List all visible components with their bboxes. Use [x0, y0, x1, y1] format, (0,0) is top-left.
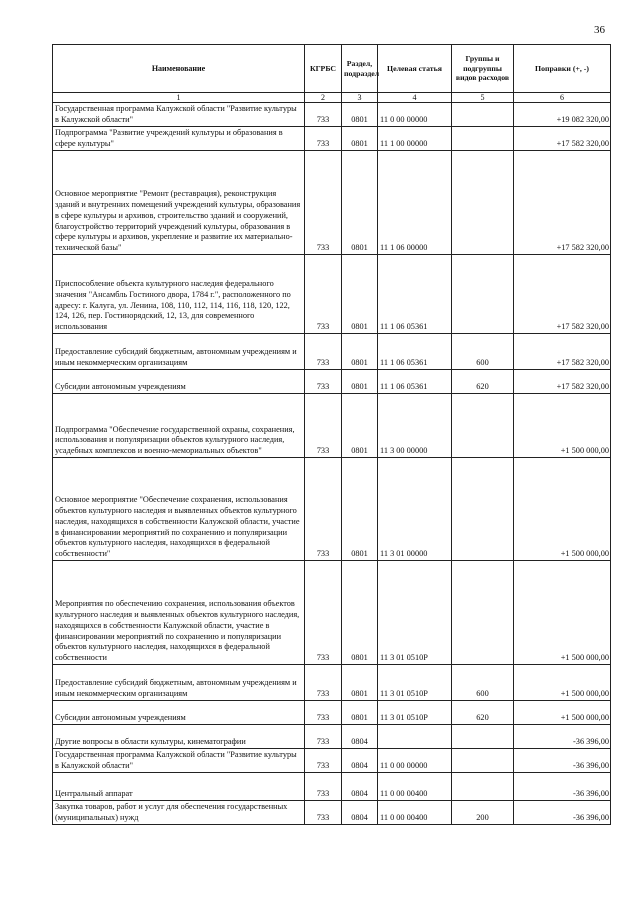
row-amount: +17 582 320,00 — [514, 370, 611, 394]
table-row — [53, 394, 611, 458]
row-target: 11 0 00 00400 — [378, 801, 452, 825]
row-target: 11 1 00 00000 — [378, 127, 452, 151]
row-name: Приспособление объекта культурного наследия федерального значения "Ансамбль Гостиного двора, 1784 г.", расположенного по адресу: г. Калуга, ул. Ленина, 108, 110, 112, 114, 116, 118, 120, 122, 124, 126, пер. Гостинорядский, 12, 13, для современного использования — [53, 255, 305, 334]
row-section: 0801 — [342, 370, 378, 394]
row-amount: +17 582 320,00 — [514, 255, 611, 334]
row-section: 0801 — [342, 103, 378, 127]
row-name: Государственная программа Калужской области "Развитие культуры в Калужской области" — [53, 103, 305, 127]
table-row — [53, 255, 611, 334]
row-amount: +1 500 000,00 — [514, 701, 611, 725]
row-group: 600 — [452, 665, 514, 701]
row-name: Предоставление субсидий бюджетным, автономным учреждениям и иным некоммерческим организациям — [53, 334, 305, 370]
row-kgrbs: 733 — [305, 127, 342, 151]
row-section: 0801 — [342, 665, 378, 701]
row-target: 11 1 06 05361 — [378, 255, 452, 334]
row-name: Основное мероприятие "Ремонт (реставрация), реконструкция зданий и внутренних помещений учреждений культуры, образования в сфере культуры и архивов, строительство зданий и сооружений, благоустройство территорий учреждений культуры, образования в сфере культуры и архивов, укрепление и развитие их материально-технической базы" — [53, 151, 305, 255]
header-name: Наименование — [53, 45, 305, 93]
row-group: 620 — [452, 701, 514, 725]
row-target: 11 1 06 00000 — [378, 151, 452, 255]
budget-table — [52, 44, 611, 825]
col-number: 1 — [53, 93, 305, 103]
col-number: 2 — [305, 93, 342, 103]
row-name: Закупка товаров, работ и услуг для обеспечения государственных (муниципальных) нужд — [53, 801, 305, 825]
row-amount: +17 582 320,00 — [514, 127, 611, 151]
row-kgrbs: 733 — [305, 701, 342, 725]
row-name: Подпрограмма "Развитие учреждений культуры и образования в сфере культуры" — [53, 127, 305, 151]
row-target: 11 1 06 05361 — [378, 370, 452, 394]
header-kgrbs: КГРБС — [305, 45, 342, 93]
row-section: 0804 — [342, 801, 378, 825]
header-target: Целевая статья — [378, 45, 452, 93]
row-kgrbs: 733 — [305, 665, 342, 701]
row-amount: +1 500 000,00 — [514, 665, 611, 701]
row-name: Центральный аппарат — [53, 773, 305, 801]
row-group: 600 — [452, 334, 514, 370]
row-target: 11 0 00 00400 — [378, 773, 452, 801]
row-amount: +1 500 000,00 — [514, 561, 611, 665]
row-target — [378, 725, 452, 749]
header-amend: Поправки (+, -) — [514, 45, 611, 93]
row-kgrbs: 733 — [305, 103, 342, 127]
table-row — [53, 749, 611, 773]
table-row — [53, 151, 611, 255]
row-kgrbs: 733 — [305, 458, 342, 561]
row-kgrbs: 733 — [305, 773, 342, 801]
row-section: 0804 — [342, 773, 378, 801]
row-group — [452, 749, 514, 773]
table-row — [53, 334, 611, 370]
row-group — [452, 561, 514, 665]
row-section: 0801 — [342, 255, 378, 334]
row-amount: -36 396,00 — [514, 801, 611, 825]
col-number: 4 — [378, 93, 452, 103]
row-target: 11 3 01 0510P — [378, 701, 452, 725]
row-kgrbs: 733 — [305, 725, 342, 749]
row-target: 11 3 01 0510P — [378, 665, 452, 701]
row-kgrbs: 733 — [305, 561, 342, 665]
row-section: 0804 — [342, 749, 378, 773]
row-kgrbs: 733 — [305, 749, 342, 773]
row-amount: +17 582 320,00 — [514, 334, 611, 370]
row-name: Подпрограмма "Обеспечение государственной охраны, сохранения, использования и популяризации объектов культурного наследия, усадебных комплексов и военно-мемориальных объектов" — [53, 394, 305, 458]
row-name: Субсидии автономным учреждениям — [53, 370, 305, 394]
row-amount: -36 396,00 — [514, 773, 611, 801]
row-section: 0801 — [342, 334, 378, 370]
row-group — [452, 458, 514, 561]
row-group — [452, 151, 514, 255]
row-section: 0801 — [342, 127, 378, 151]
table-row — [53, 458, 611, 561]
row-kgrbs: 733 — [305, 370, 342, 394]
col-number: 6 — [514, 93, 611, 103]
row-target: 11 1 06 05361 — [378, 334, 452, 370]
header-section: Раздел, подраздел — [342, 45, 378, 93]
table-row — [53, 127, 611, 151]
row-amount: -36 396,00 — [514, 725, 611, 749]
row-kgrbs: 733 — [305, 801, 342, 825]
table-row — [53, 665, 611, 701]
row-group — [452, 103, 514, 127]
row-section: 0801 — [342, 151, 378, 255]
row-target: 11 0 00 00000 — [378, 103, 452, 127]
row-target: 11 3 01 0510P — [378, 561, 452, 665]
row-kgrbs: 733 — [305, 151, 342, 255]
row-section: 0801 — [342, 561, 378, 665]
row-group: 620 — [452, 370, 514, 394]
row-target: 11 3 00 00000 — [378, 394, 452, 458]
row-name: Субсидии автономным учреждениям — [53, 701, 305, 725]
row-kgrbs: 733 — [305, 334, 342, 370]
row-name: Основное мероприятие "Обеспечение сохранения, использования объектов культурного наследия и выявленных объектов культурного наследия, находящихся в собственности Калужской области, участие в финансировании мероприятий по сохранению и популяризации объектов культурного наследия, находящихся в федеральной собственности" — [53, 458, 305, 561]
row-section: 0801 — [342, 701, 378, 725]
row-target: 11 0 00 00000 — [378, 749, 452, 773]
row-group — [452, 255, 514, 334]
row-group — [452, 127, 514, 151]
page-number: 36 — [594, 24, 605, 36]
row-target: 11 3 01 00000 — [378, 458, 452, 561]
row-amount: +17 582 320,00 — [514, 151, 611, 255]
row-kgrbs: 733 — [305, 394, 342, 458]
row-name: Предоставление субсидий бюджетным, автономным учреждениям и иным некоммерческим организациям — [53, 665, 305, 701]
row-name: Государственная программа Калужской области "Развитие культуры в Калужской области" — [53, 749, 305, 773]
row-kgrbs: 733 — [305, 255, 342, 334]
col-number: 3 — [342, 93, 378, 103]
row-group — [452, 773, 514, 801]
row-name: Другие вопросы в области культуры, кинематографии — [53, 725, 305, 749]
table-row — [53, 773, 611, 801]
row-group — [452, 725, 514, 749]
header-groups: Группы и подгруппы видов расходов — [452, 45, 514, 93]
table-row — [53, 725, 611, 749]
row-amount: -36 396,00 — [514, 749, 611, 773]
table-row — [53, 801, 611, 825]
row-name: Мероприятия по обеспечению сохранения, использования объектов культурного наследия и выявленных объектов культурного наследия, находящихся в собственности Калужской области, участие в финансировании мероприятий по сохранению и популяризации объектов культурного наследия, находящихся в федеральной собственности — [53, 561, 305, 665]
table-row — [53, 103, 611, 127]
row-group: 200 — [452, 801, 514, 825]
column-number-row — [53, 93, 611, 103]
row-section: 0801 — [342, 458, 378, 561]
row-section: 0801 — [342, 394, 378, 458]
row-section: 0804 — [342, 725, 378, 749]
col-number: 5 — [452, 93, 514, 103]
header-row — [53, 45, 611, 93]
table-row — [53, 370, 611, 394]
table-row — [53, 561, 611, 665]
table-row — [53, 701, 611, 725]
row-group — [452, 394, 514, 458]
row-amount: +1 500 000,00 — [514, 394, 611, 458]
row-amount: +1 500 000,00 — [514, 458, 611, 561]
row-amount: +19 082 320,00 — [514, 103, 611, 127]
